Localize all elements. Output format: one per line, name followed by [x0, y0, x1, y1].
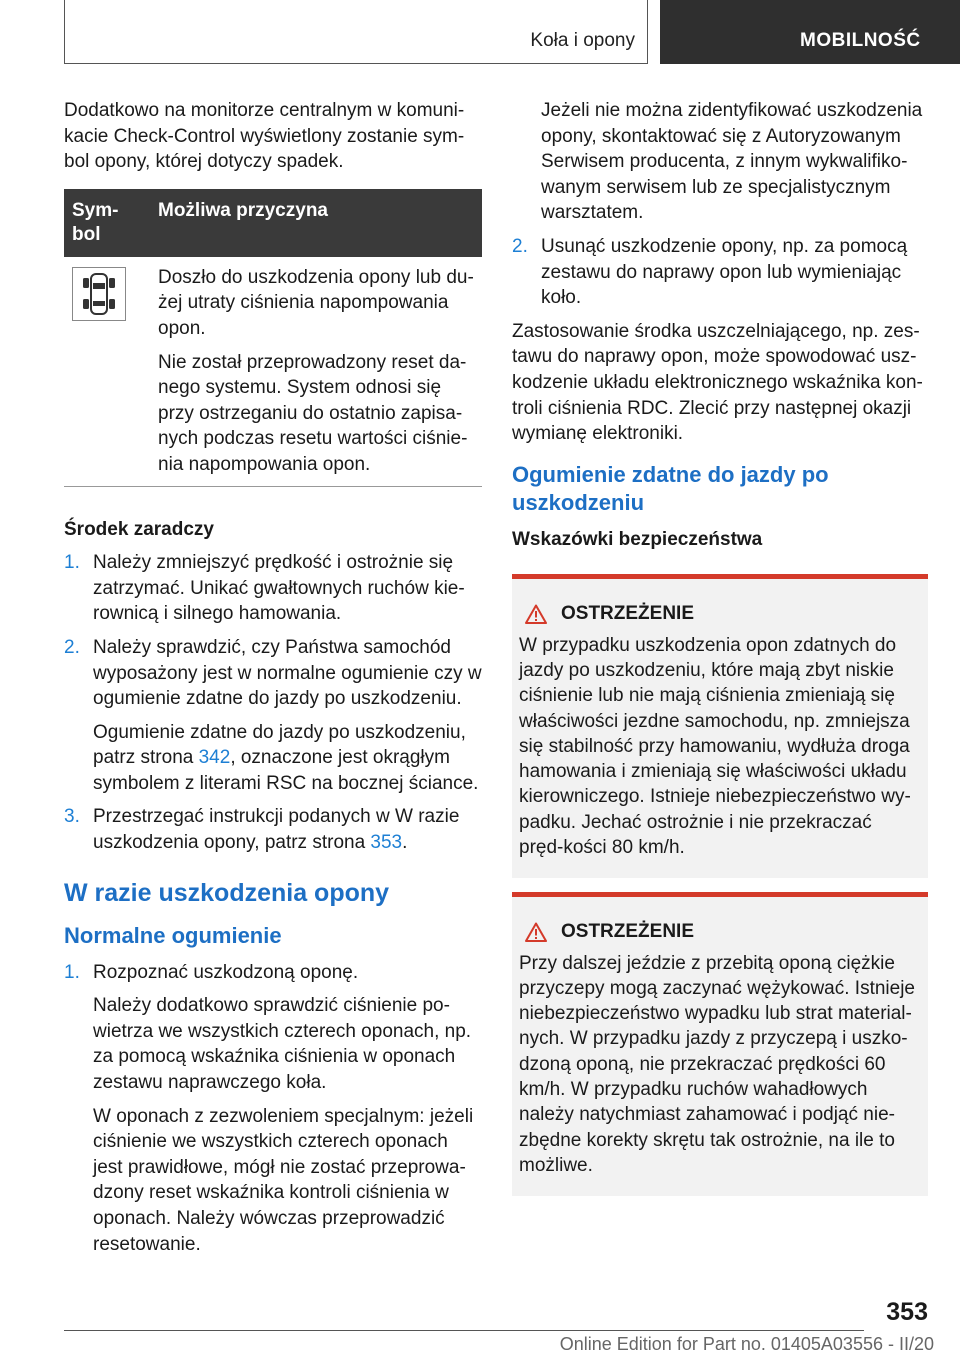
table-cell-cause	[150, 257, 482, 486]
warning-text: Przy dalszej jeździe z przebitą oponą ciężkie przyczepy mogą zaczynać wężykować. Istnieje niebezpieczeństwo wypadku lub strat material-nych. W przypadku jazdy z przyczepą i uszko-dzoną oponą, nie przekraczać prędkości 60 km/h. W przypadku ruchów wahadłowych należy natychmiast zahamować i podjąć nie-zbędne korekty skrętu tak ostrożnie, na ile to możliwe.	[519, 952, 915, 1176]
list-item	[64, 960, 482, 1258]
header-section-title: Koła i opony	[530, 30, 635, 51]
list-text-rsc	[93, 720, 482, 797]
remedy-heading: Środek zaradczy	[64, 518, 214, 540]
list-number: 2.	[64, 636, 80, 658]
cause-paragraph-1: Doszło do uszkodzenia opony lub du-żej utraty ciśnienia napompowania opon.	[158, 266, 474, 339]
car-tire-warning-icon	[72, 267, 126, 321]
page-header	[0, 0, 960, 66]
footer-edition: Online Edition for Part no. 01405A03556 - II/20	[559, 1334, 934, 1354]
page-link-353[interactable]: 353	[370, 832, 403, 854]
list-text: W oponach z zezwoleniem specjalnym: jeżeli ciśnienie we wszystkich czterech oponach jest prawidłowe, mógł nie zostać przeprowa-dzony reset wskaźnika kontroli ciśnienia w oponach. Należy wówczas przeprowadzić resetowanie.	[93, 1105, 474, 1255]
list-text: Rozpoznać uszkodzoną oponę.	[93, 961, 359, 983]
warning-text: W przypadku uszkodzenia opon zdatnych do jazdy po uszkodzeniu, które mają zbyt niskie ciśnienie lub nie mają ciśnienia zmieniają się właściwości jezdne samochodu, np. zmniejsza się stabilność przy hamowaniu, wydłuża droga hamowania i zmieniają się właściwości układu kierowniczego. Istnieje niebezpieczeństwo wy-padku. Jechać ostrożnie i nie przekraczać pręd-kości 80 km/h.	[519, 634, 911, 858]
safety-notes-heading: Wskazówki bezpieczeństwa	[512, 528, 763, 550]
list-item-continued	[512, 98, 928, 226]
list-item	[512, 234, 928, 311]
list-text: Należy zmniejszyć prędkość i ostrożnie się zatrzymać. Unikać gwałtownych ruchów kie-rownicą i silnego hamowania.	[93, 552, 465, 625]
list-item	[64, 635, 482, 797]
list-number: 2.	[512, 235, 528, 257]
left-column	[64, 98, 482, 1265]
subsection-heading-normal-tires: Normalne ogumienie	[64, 922, 282, 948]
warning-title-text: OSTRZEŻENIE	[561, 921, 695, 943]
list-item	[64, 804, 482, 855]
table-row	[64, 257, 482, 486]
list-number: 1.	[64, 961, 80, 983]
list-text-part: Przestrzegać instrukcji podanych w W razie uszkodzenia opony, patrz strona	[93, 806, 460, 854]
warning-box	[512, 574, 928, 878]
warning-title-text: OSTRZEŻENIE	[561, 603, 695, 625]
table-cell-symbol	[64, 257, 150, 486]
warning-triangle-icon	[525, 922, 547, 942]
list-text-part: .	[402, 832, 408, 854]
header-chapter-tab	[660, 0, 960, 64]
symbol-table	[64, 189, 482, 487]
list-item	[64, 550, 482, 627]
warning-title	[519, 601, 920, 626]
warning-triangle-icon	[525, 604, 547, 624]
list-text	[93, 804, 482, 855]
rdc-note-paragraph: Zastosowanie środka uszczelniającego, np. zes-tawu do naprawy opon, może spowodować usz-kodzenie układu elektronicznego wskaźnika kon-troli ciśnienia RDC. Zlecić przy następnej okazji wymianę elektroniki.	[512, 320, 923, 445]
page-link-342[interactable]: 342	[198, 747, 231, 769]
list-text-part: , oznaczone jest okrągłym symbolem z literami RSC na bocznej ściance.	[93, 747, 479, 794]
intro-paragraph: Dodatkowo na monitorze centralnym w komuni-kacie Check-Control wyświetlony zostanie sym-bol opony, której dotyczy spadek.	[64, 100, 465, 173]
warning-title	[519, 919, 920, 944]
list-number: 1.	[64, 552, 80, 574]
cause-paragraph-2: Nie został przeprowadzony reset da-nego systemu. System odnosi się przy ostrzeganiu do ostatnio zapisa-nych podczas resetu wartości ciśnie-nia napompowania opon.	[158, 351, 468, 475]
header-chapter-title: MOBILNOŚĆ	[800, 30, 921, 51]
list-text-part: Ogumienie zdatne do jazdy po uszkodzeniu, patrz strona	[93, 721, 466, 769]
list-text: Jeżeli nie można zidentyfikować uszkodzenia opony, skontaktować się z Autoryzowanym Serwisem producenta, z innym wykwalifiko-wanym serwisem lub ze specjalistycznym warsztatem.	[541, 100, 923, 224]
table-header-row	[64, 189, 482, 257]
table-header-cause: Możliwa przyczyna	[150, 189, 482, 257]
list-text: Należy sprawdzić, czy Państwa samochód wyposażony jest w normalne ogumienie czy w ogumienie zdatne do jazdy po uszkodzeniu.	[93, 636, 482, 710]
section-heading-tire-damage: W razie uszkodzenia opony	[64, 878, 390, 907]
subsection-heading-runflat: Ogumienie zdatne do jazdy po uszkodzeniu	[512, 461, 829, 515]
page-number: 353	[886, 1298, 928, 1326]
warning-box	[512, 892, 928, 1196]
list-number: 3.	[64, 806, 80, 828]
table-header-symbol: Sym-bol	[64, 189, 150, 257]
footer-divider	[64, 1330, 864, 1331]
list-text: Należy dodatkowo sprawdzić ciśnienie po-wietrza we wszystkich czterech oponach, np. za pomocą wskaźnika ciśnienia w oponach zestawu naprawczego koła.	[93, 995, 472, 1094]
list-text: Usunąć uszkodzenie opony, np. za pomocą zestawu do naprawy opon lub wymieniając koło.	[541, 235, 908, 309]
right-column	[512, 98, 928, 1210]
